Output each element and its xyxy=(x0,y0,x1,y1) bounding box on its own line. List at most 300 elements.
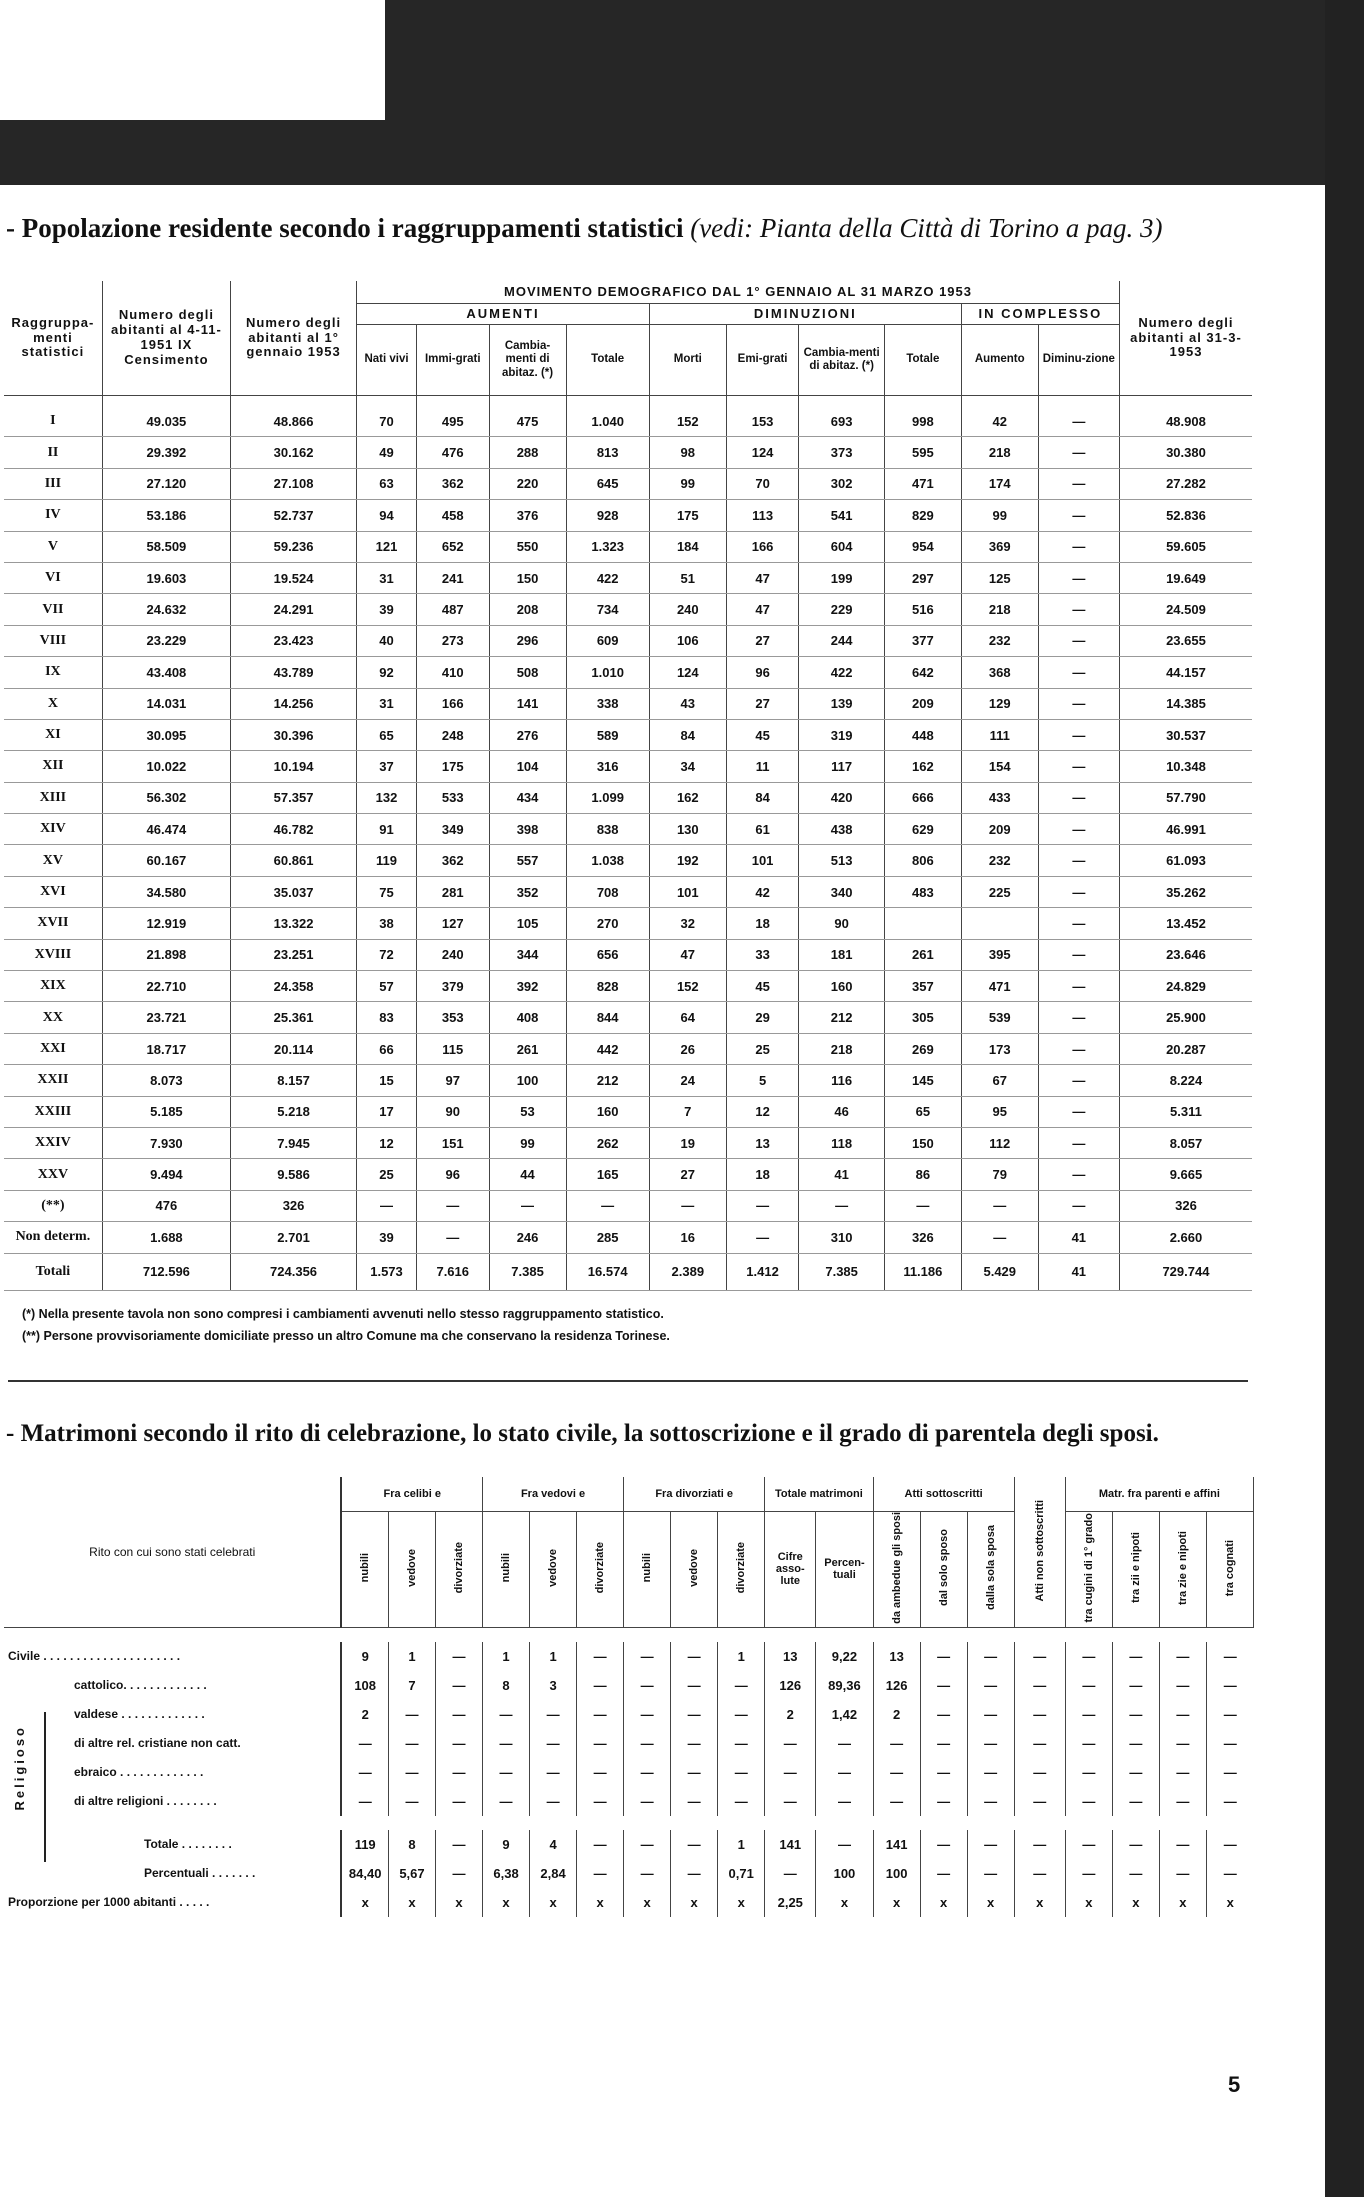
table-cell: — xyxy=(388,1700,435,1729)
col-censimento: Numero degli abitanti al 4-11-1951 IX Censimento xyxy=(102,281,230,396)
table-cell: — xyxy=(920,1700,967,1729)
table-cell: 181 xyxy=(799,939,884,970)
table-cell: 9,22 xyxy=(816,1642,873,1671)
table-cell: 125 xyxy=(961,562,1038,593)
table-cell: 708 xyxy=(566,876,649,907)
table-cell: — xyxy=(1038,782,1119,813)
table-cell: 20.114 xyxy=(231,1033,357,1064)
table-cell: 261 xyxy=(884,939,961,970)
table-cell: — xyxy=(435,1758,482,1787)
table-cell: 25.900 xyxy=(1119,1002,1252,1033)
row-label: IX xyxy=(4,657,102,688)
table-cell: 119 xyxy=(357,845,417,876)
table-cell: 844 xyxy=(566,1002,649,1033)
table-cell: 362 xyxy=(416,845,489,876)
table-cell: 53.186 xyxy=(102,500,230,531)
table-cell: — xyxy=(920,1830,967,1859)
table-cell: 1.040 xyxy=(566,396,649,437)
col-divorziati-divorziate-label: divorziate xyxy=(735,1542,748,1594)
table-cell: — xyxy=(765,1859,816,1888)
table-cell: — xyxy=(920,1642,967,1671)
row-label: IV xyxy=(4,500,102,531)
table-cell: 376 xyxy=(489,500,566,531)
table-cell: 212 xyxy=(799,1002,884,1033)
table-cell: 609 xyxy=(566,625,649,656)
table-row xyxy=(4,396,1252,437)
table-cell: x xyxy=(967,1888,1014,1917)
table-cell: 208 xyxy=(489,594,566,625)
table-cell: 23.655 xyxy=(1119,625,1252,656)
table-cell: 338 xyxy=(566,688,649,719)
table-cell: 10.348 xyxy=(1119,751,1252,782)
row-label: XVI xyxy=(4,876,102,907)
row-label: VII xyxy=(4,594,102,625)
table-cell: 11.186 xyxy=(884,1253,961,1290)
table-cell: x xyxy=(671,1888,718,1917)
group-totale: Totale matrimoni xyxy=(765,1477,873,1512)
col-vedovi-divorziate-label: divorziate xyxy=(594,1542,607,1594)
row-label: valdese . . . . . . . . . . . . . xyxy=(4,1700,341,1729)
table-cell: — xyxy=(1014,1859,1065,1888)
table-cell: 241 xyxy=(416,562,489,593)
table-cell: — xyxy=(624,1729,671,1758)
row-label: I xyxy=(4,396,102,437)
table-cell: — xyxy=(1014,1642,1065,1671)
table-cell: 27 xyxy=(649,1159,726,1190)
marriages-table-body xyxy=(4,1627,1254,1917)
table-cell: 212 xyxy=(566,1065,649,1096)
col-rito: Rito con cui sono stati celebrati xyxy=(4,1477,341,1627)
table-cell: — xyxy=(624,1758,671,1787)
table-cell: 349 xyxy=(416,814,489,845)
table-cell: 41 xyxy=(1038,1253,1119,1290)
table-cell: 326 xyxy=(231,1190,357,1221)
table-cell: — xyxy=(566,1190,649,1221)
table-cell: — xyxy=(1038,751,1119,782)
col-divorziati-nubili-label: nubili xyxy=(641,1553,654,1583)
table-cell: 379 xyxy=(416,971,489,1002)
table-cell: 1.038 xyxy=(566,845,649,876)
table-cell: — xyxy=(624,1787,671,1816)
table-cell: — xyxy=(649,1190,726,1221)
table-row xyxy=(4,1065,1252,1096)
table-cell: 557 xyxy=(489,845,566,876)
table-row xyxy=(4,1729,1254,1758)
col-zie-label: tra zie e nipoti xyxy=(1176,1530,1189,1605)
table-cell: 1.412 xyxy=(726,1253,799,1290)
table-cell: 84,40 xyxy=(341,1859,388,1888)
table-cell: 96 xyxy=(726,657,799,688)
table-cell: — xyxy=(726,1222,799,1253)
table-cell: 392 xyxy=(489,971,566,1002)
table-cell: 116 xyxy=(799,1065,884,1096)
col-celibi-vedove xyxy=(388,1512,435,1628)
table-cell: — xyxy=(884,1190,961,1221)
table-cell: — xyxy=(967,1830,1014,1859)
col-percentuali: Percen-tuali xyxy=(816,1512,873,1628)
table-cell: x xyxy=(1065,1888,1112,1917)
table-cell: — xyxy=(1014,1787,1065,1816)
table-cell: — xyxy=(1038,971,1119,1002)
scan-dark-border-top xyxy=(0,0,1364,185)
table-cell: 471 xyxy=(884,468,961,499)
table-cell: 34.580 xyxy=(102,876,230,907)
table-cell: 166 xyxy=(726,531,799,562)
table-cell: 998 xyxy=(884,396,961,437)
col-celibi-nubili xyxy=(341,1512,388,1628)
table-cell: — xyxy=(577,1758,624,1787)
table-cell: 398 xyxy=(489,814,566,845)
table-cell: 24.509 xyxy=(1119,594,1252,625)
table-cell: 1.573 xyxy=(357,1253,417,1290)
table-cell: 352 xyxy=(489,876,566,907)
spacer-cell xyxy=(4,1816,1254,1830)
table-cell: 14.256 xyxy=(231,688,357,719)
col-marzo: Numero degli abitanti al 31-3-1953 xyxy=(1119,281,1252,396)
table-cell: 30.095 xyxy=(102,719,230,750)
table-cell: 46 xyxy=(799,1096,884,1127)
table-cell: — xyxy=(624,1642,671,1671)
table-cell: 13 xyxy=(873,1642,920,1671)
table-cell: 246 xyxy=(489,1222,566,1253)
table-cell: 377 xyxy=(884,625,961,656)
col-vedovi-divorziate xyxy=(577,1512,624,1628)
table-cell: 408 xyxy=(489,1002,566,1033)
table-cell: 539 xyxy=(961,1002,1038,1033)
table-cell: 16.574 xyxy=(566,1253,649,1290)
table-cell: 225 xyxy=(961,876,1038,907)
row-label: XXV xyxy=(4,1159,102,1190)
table-cell: — xyxy=(671,1700,718,1729)
table-cell: — xyxy=(718,1671,765,1700)
table-cell: x xyxy=(388,1888,435,1917)
table-cell: x xyxy=(624,1888,671,1917)
table-cell: — xyxy=(483,1758,530,1787)
table-cell: 806 xyxy=(884,845,961,876)
table-cell: 35.037 xyxy=(231,876,357,907)
table-cell: 9 xyxy=(483,1830,530,1859)
table-cell: 357 xyxy=(884,971,961,1002)
table-cell: 152 xyxy=(649,971,726,1002)
table-cell: — xyxy=(920,1758,967,1787)
table-cell: 104 xyxy=(489,751,566,782)
table-cell: 629 xyxy=(884,814,961,845)
table-cell: 15 xyxy=(357,1065,417,1096)
table-cell: 297 xyxy=(884,562,961,593)
table-cell: 66 xyxy=(357,1033,417,1064)
table-cell: 316 xyxy=(566,751,649,782)
table-cell: 262 xyxy=(566,1127,649,1158)
table-cell: 95 xyxy=(961,1096,1038,1127)
table-cell: 305 xyxy=(884,1002,961,1033)
table-cell: — xyxy=(435,1787,482,1816)
table-cell: 101 xyxy=(726,845,799,876)
table-cell: 150 xyxy=(884,1127,961,1158)
table-cell: 2 xyxy=(341,1700,388,1729)
table-cell: 476 xyxy=(416,437,489,468)
table-cell: 61 xyxy=(726,814,799,845)
table-cell: 422 xyxy=(566,562,649,593)
table-cell: 11 xyxy=(726,751,799,782)
table-cell: 130 xyxy=(649,814,726,845)
table1-title xyxy=(6,213,1162,244)
row-label: III xyxy=(4,468,102,499)
table-cell: — xyxy=(1112,1830,1159,1859)
table-cell: 229 xyxy=(799,594,884,625)
table-cell: 516 xyxy=(884,594,961,625)
table-cell: 7.930 xyxy=(102,1127,230,1158)
table-cell: — xyxy=(671,1642,718,1671)
table-cell: 9.665 xyxy=(1119,1159,1252,1190)
table-cell: 438 xyxy=(799,814,884,845)
table-cell: 12 xyxy=(357,1127,417,1158)
col-celibi-nubili-label: nubili xyxy=(359,1553,372,1583)
table-cell: 3 xyxy=(530,1671,577,1700)
table-cell: 6,38 xyxy=(483,1859,530,1888)
table-cell: — xyxy=(388,1787,435,1816)
table-cell: 209 xyxy=(884,688,961,719)
table-cell: 362 xyxy=(416,468,489,499)
col-divorziati-nubili xyxy=(624,1512,671,1628)
table-cell: 319 xyxy=(799,719,884,750)
group-divorziati: Fra divorziati e xyxy=(624,1477,765,1512)
table-cell: — xyxy=(1112,1671,1159,1700)
table-cell: — xyxy=(1038,1002,1119,1033)
table-cell: 100 xyxy=(816,1859,873,1888)
table-cell: 31 xyxy=(357,688,417,719)
table-cell: — xyxy=(920,1671,967,1700)
table-cell: 67 xyxy=(961,1065,1038,1096)
table-cell: 63 xyxy=(357,468,417,499)
table-row xyxy=(4,1002,1252,1033)
table-cell: — xyxy=(1038,468,1119,499)
row-label: Percentuali . . . . . . . xyxy=(4,1859,341,1888)
header-aumenti: AUMENTI xyxy=(357,304,650,325)
table-cell: — xyxy=(1014,1671,1065,1700)
table-cell: 8 xyxy=(388,1830,435,1859)
table-cell: — xyxy=(1038,657,1119,688)
table-cell: — xyxy=(1038,719,1119,750)
table-cell: — xyxy=(1159,1830,1206,1859)
col-totale-aumenti: Totale xyxy=(566,325,649,396)
table-cell: 38 xyxy=(357,908,417,939)
page-number: 5 xyxy=(1228,2072,1241,2097)
table-cell: 160 xyxy=(566,1096,649,1127)
table-cell: 813 xyxy=(566,437,649,468)
table-cell: x xyxy=(483,1888,530,1917)
table-cell: — xyxy=(1038,437,1119,468)
table-cell: 141 xyxy=(489,688,566,719)
table-cell: 828 xyxy=(566,971,649,1002)
table-cell: 162 xyxy=(884,751,961,782)
table-cell: 154 xyxy=(961,751,1038,782)
table-cell: — xyxy=(1065,1700,1112,1729)
table-row xyxy=(4,845,1252,876)
table-cell: — xyxy=(671,1859,718,1888)
table-cell: — xyxy=(530,1758,577,1787)
table-cell: 458 xyxy=(416,500,489,531)
spacer-row xyxy=(4,1816,1254,1830)
table-cell: 541 xyxy=(799,500,884,531)
col-cognati-label: tra cognati xyxy=(1223,1539,1236,1597)
table-cell: 97 xyxy=(416,1065,489,1096)
table-cell: 240 xyxy=(649,594,726,625)
table-cell: 344 xyxy=(489,939,566,970)
table-cell: 340 xyxy=(799,876,884,907)
table-cell: 24 xyxy=(649,1065,726,1096)
table-cell: — xyxy=(967,1729,1014,1758)
section-divider xyxy=(8,1380,1248,1382)
table-cell: 34 xyxy=(649,751,726,782)
table-cell: 44.157 xyxy=(1119,657,1252,688)
table-cell: 1.323 xyxy=(566,531,649,562)
table-cell: 43.408 xyxy=(102,657,230,688)
table-cell: x xyxy=(816,1888,873,1917)
table-cell: 23.721 xyxy=(102,1002,230,1033)
table-cell: 1,42 xyxy=(816,1700,873,1729)
table-cell: 16 xyxy=(649,1222,726,1253)
table-cell: — xyxy=(483,1787,530,1816)
table-row xyxy=(4,1096,1252,1127)
table-cell: 72 xyxy=(357,939,417,970)
table-cell: 30.380 xyxy=(1119,437,1252,468)
table-cell: x xyxy=(1159,1888,1206,1917)
table-cell: 58.509 xyxy=(102,531,230,562)
table-cell: — xyxy=(1038,939,1119,970)
table-cell: — xyxy=(967,1671,1014,1700)
table-cell: 5 xyxy=(726,1065,799,1096)
table-cell: 119 xyxy=(341,1830,388,1859)
table-cell: 70 xyxy=(726,468,799,499)
table-cell: 59.605 xyxy=(1119,531,1252,562)
table-cell: — xyxy=(1014,1729,1065,1758)
table-row xyxy=(4,1127,1252,1158)
table-cell: — xyxy=(624,1700,671,1729)
table-row xyxy=(4,908,1252,939)
table-cell: 729.744 xyxy=(1119,1253,1252,1290)
table-cell: — xyxy=(1038,1190,1119,1221)
table-cell: 61.093 xyxy=(1119,845,1252,876)
table-cell: 49 xyxy=(357,437,417,468)
table-row xyxy=(4,782,1252,813)
table-cell: 84 xyxy=(726,782,799,813)
col-zii-label: tra zii e nipoti xyxy=(1129,1532,1142,1604)
col-celibi-divorziate-label: divorziate xyxy=(453,1542,465,1594)
table-cell: 1 xyxy=(718,1830,765,1859)
table-cell: 20.287 xyxy=(1119,1033,1252,1064)
table-cell: — xyxy=(961,1190,1038,1221)
table-cell: 483 xyxy=(884,876,961,907)
table-cell: — xyxy=(1038,876,1119,907)
table-cell: 8.057 xyxy=(1119,1127,1252,1158)
table-cell: — xyxy=(1038,625,1119,656)
table-row xyxy=(4,814,1252,845)
table-cell: — xyxy=(577,1830,624,1859)
religioso-bracket xyxy=(44,1712,46,1862)
table-cell: x xyxy=(1226,1894,1234,1910)
col-gruppo: Raggruppa-menti statistici xyxy=(4,281,102,396)
table-cell: 2,84 xyxy=(530,1859,577,1888)
table-cell: 53 xyxy=(489,1096,566,1127)
table-cell: 326 xyxy=(1119,1190,1252,1221)
table-cell: 25 xyxy=(357,1159,417,1190)
row-label: V xyxy=(4,531,102,562)
table-cell: 51 xyxy=(649,562,726,593)
table-cell: 476 xyxy=(102,1190,230,1221)
table-cell: 442 xyxy=(566,1033,649,1064)
table-cell: — xyxy=(577,1700,624,1729)
table-cell: 218 xyxy=(961,437,1038,468)
table-cell: 94 xyxy=(357,500,417,531)
table-row xyxy=(4,1700,1254,1729)
table-cell: — xyxy=(1014,1830,1065,1859)
table-cell: 595 xyxy=(884,437,961,468)
table-cell: 2 xyxy=(873,1700,920,1729)
table-cell: 60.861 xyxy=(231,845,357,876)
table-cell: 21.898 xyxy=(102,939,230,970)
table-cell: 84 xyxy=(649,719,726,750)
table-cell: 240 xyxy=(416,939,489,970)
table-cell: 433 xyxy=(961,782,1038,813)
table-cell: 86 xyxy=(884,1159,961,1190)
row-label: II xyxy=(4,437,102,468)
row-label: XX xyxy=(4,1002,102,1033)
table-cell: 2,25 xyxy=(765,1888,816,1917)
table-cell: — xyxy=(1159,1671,1206,1700)
table-cell: x xyxy=(718,1888,765,1917)
table-cell: — xyxy=(1038,908,1119,939)
table-cell: 17 xyxy=(357,1096,417,1127)
table-cell: — xyxy=(920,1787,967,1816)
table-row xyxy=(4,500,1252,531)
table-cell: — xyxy=(530,1700,577,1729)
table-cell: — xyxy=(1065,1758,1112,1787)
table-cell: 434 xyxy=(489,782,566,813)
table-cell: — xyxy=(765,1729,816,1758)
row-label: XVII xyxy=(4,908,102,939)
table-cell: 165 xyxy=(566,1159,649,1190)
table-cell: 27.120 xyxy=(102,468,230,499)
row-label: Totale . . . . . . . . xyxy=(4,1830,341,1859)
table-cell: 44 xyxy=(489,1159,566,1190)
table-cell: 56.302 xyxy=(102,782,230,813)
table-row xyxy=(4,657,1252,688)
table-cell: 589 xyxy=(566,719,649,750)
table-cell: — xyxy=(765,1787,816,1816)
table-cell: 57 xyxy=(357,971,417,1002)
table-cell: — xyxy=(435,1859,482,1888)
group-atti: Atti sottoscritti xyxy=(873,1477,1014,1512)
table-cell: 645 xyxy=(566,468,649,499)
table-cell: — xyxy=(1065,1671,1112,1700)
table-row xyxy=(4,1758,1254,1787)
table-cell: 33 xyxy=(726,939,799,970)
table-cell: — xyxy=(1014,1700,1065,1729)
table-cell: 281 xyxy=(416,876,489,907)
col-vedovi-vedove xyxy=(530,1512,577,1628)
row-label: Proporzione per 1000 abitanti . . . . . xyxy=(4,1888,341,1917)
row-label: Civile . . . . . . . . . . . . . . . . . . . . . xyxy=(4,1642,341,1671)
scan-dark-border-right xyxy=(1325,0,1364,2197)
table-cell: 288 xyxy=(489,437,566,468)
religioso-label: Religioso xyxy=(12,1725,27,1811)
table-cell: — xyxy=(671,1830,718,1859)
col-aumento: Aumento xyxy=(961,325,1038,396)
table-cell: — xyxy=(920,1729,967,1758)
table-cell: 604 xyxy=(799,531,884,562)
table-cell: 30.162 xyxy=(231,437,357,468)
table-cell: 46.782 xyxy=(231,814,357,845)
